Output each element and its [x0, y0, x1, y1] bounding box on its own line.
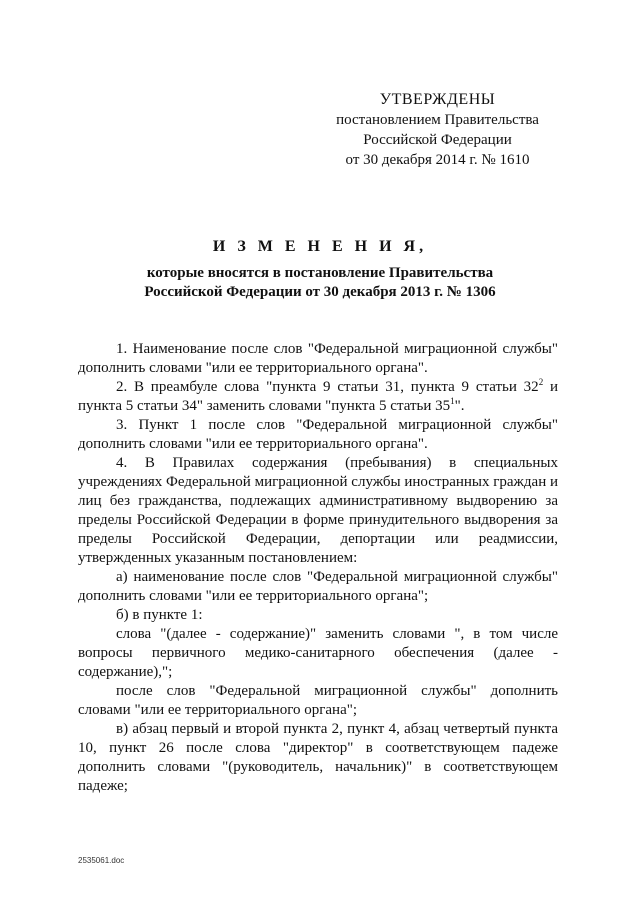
paragraph-8: после слов "Федеральной миграционной службы" дополнить словами "или ее территориального органа";	[78, 683, 558, 718]
document-subtitle	[130, 264, 510, 302]
subtitle-line-2: Российской Федерации от 30 декабря 2013 г. № 1306	[144, 284, 496, 300]
superscript-1: 1	[450, 396, 455, 406]
approval-title: УТВЕРЖДЕНЫ	[379, 91, 496, 108]
document-body	[78, 340, 558, 796]
paragraph-3: 3. Пункт 1 после слов "Федеральной миграционной службы" дополнить словами "или ее территориального органа".	[78, 417, 558, 452]
approval-line-1: постановлением Правительства	[336, 112, 539, 128]
superscript-2: 2	[538, 377, 544, 387]
approval-block	[330, 90, 545, 170]
paragraph-2-part-b: и пункта 5 статьи 34" заменить словами "пункта 5 статьи 35	[78, 379, 558, 414]
paragraph-9: в) абзац первый и второй пункта 2, пункт 4, абзац четвертый пункта 10, пункт 26 после слова "директор" в соответствующем падеже дополнить словами "(руководитель, начальник)" в соответствующем падеже;	[78, 721, 558, 794]
subtitle-line-1: которые вносятся в постановление Правительства	[146, 265, 494, 281]
paragraph-2-part-a: 2. В преамбуле слова "пункта 9 статьи 31, пункта 9 статьи 32	[116, 379, 539, 395]
paragraph-6: б) в пункте 1:	[116, 607, 203, 623]
paragraph-1: 1. Наименование после слов "Федеральной миграционной службы" дополнить словами "или ее территориального органа".	[78, 341, 558, 376]
file-name-footer: 2535061.doc	[78, 856, 125, 865]
paragraph-2	[78, 378, 558, 416]
approval-line-2: Российской Федерации	[363, 132, 512, 148]
paragraph-7: слова "(далее - содержание)" заменить словами ", в том числе вопросы первичного медико-санитарного обеспечения (далее - содержание),";	[78, 626, 558, 680]
paragraph-4: 4. В Правилах содержания (пребывания) в специальных учреждениях Федеральной миграционной службы иностранных граждан и лиц без гражданства, подлежащих административному выдворению за пределы Российской Федерации в форме принудительного выдворения за пределы Российской Федерации, депортации или реадмиссии, утвержденных указанным постановлением:	[78, 455, 558, 566]
approval-line-3: от 30 декабря 2014 г. № 1610	[345, 152, 530, 168]
paragraph-5: а) наименование после слов "Федеральной миграционной службы" дополнить словами "или ее территориального органа";	[78, 569, 558, 604]
document-title: И З М Е Н Е Н И Я,	[212, 238, 428, 255]
paragraph-2-part-c: ".	[454, 398, 465, 414]
